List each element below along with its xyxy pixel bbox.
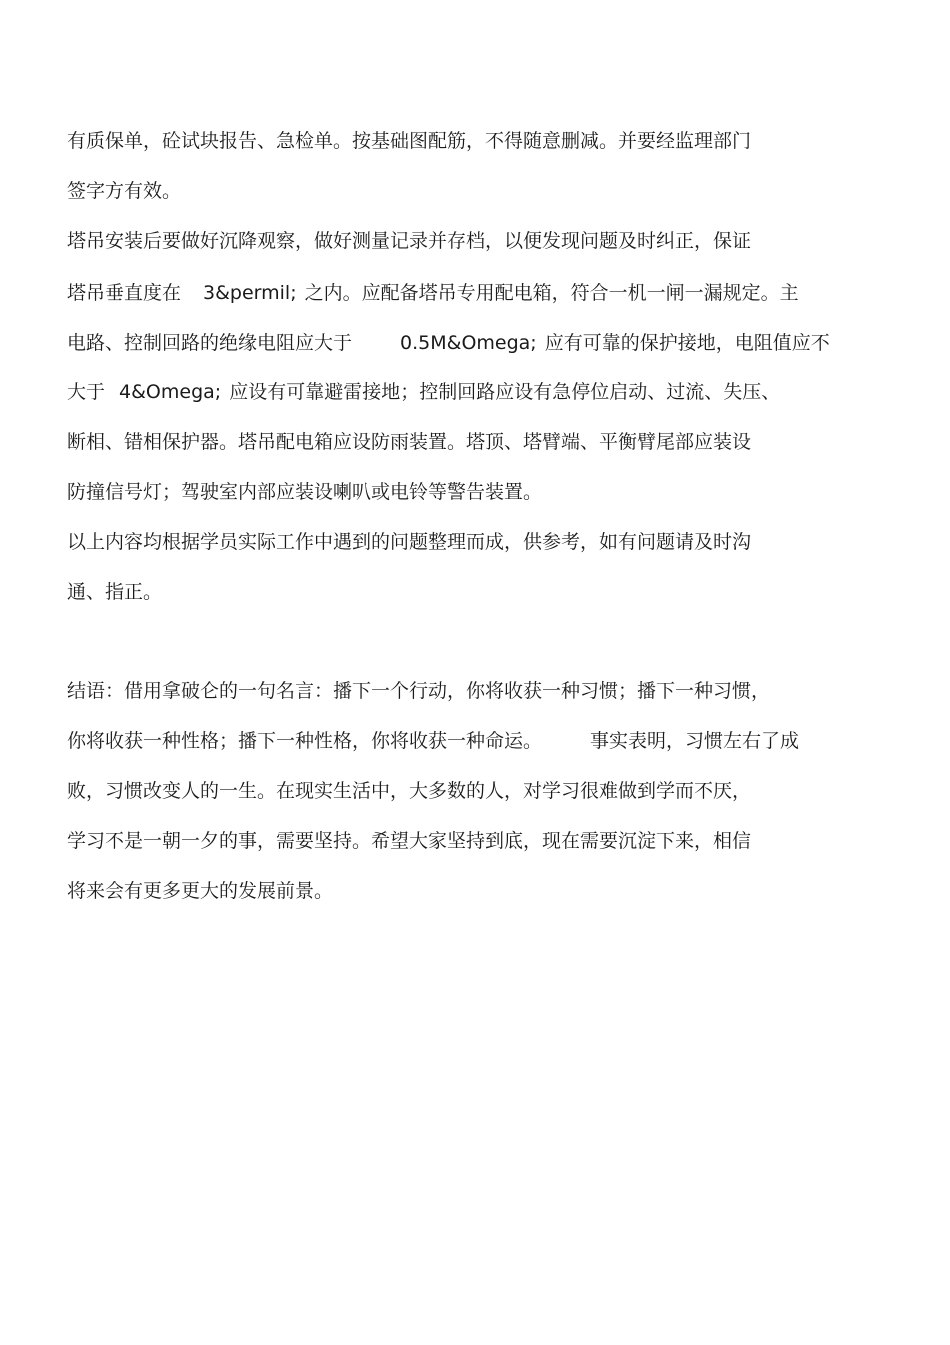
- text-segment: 电路、控制回路的绝缘电阻应大于: [67, 332, 353, 354]
- text-line: [67, 679, 770, 703]
- text-line: [67, 530, 751, 554]
- text-line: [67, 829, 751, 853]
- text-line: [67, 331, 830, 355]
- entity-text: 0.5M&Omega;: [400, 332, 537, 354]
- text-segment: 通、指正。: [67, 581, 163, 603]
- text-segment: 有质保单，砼试块报告、急检单。按基础图配筋，不得随意删减。并要经监理部门: [67, 130, 752, 152]
- entity-text: 3&permil;: [203, 282, 297, 304]
- text-segment: 塔吊垂直度在: [67, 282, 182, 304]
- text-segment: 应有可靠的保护接地，电阻值应不: [544, 332, 830, 354]
- text-line: [67, 480, 542, 504]
- text-segment: 应设有可靠避雷接地；控制回路应设有急停位启动、过流、失压、: [229, 381, 781, 403]
- text-segment: 之内。应配备塔吊专用配电箱，符合一机一闸一漏规定。主: [304, 282, 799, 304]
- entity-text: 4&Omega;: [119, 381, 222, 403]
- text-line: [67, 580, 162, 604]
- text-segment: 事实表明，习惯左右了成: [590, 730, 800, 752]
- text-segment: 将来会有更多更大的发展前景。: [67, 880, 334, 902]
- text-segment: 学习不是一朝一夕的事，需要坚持。希望大家坚持到底，现在需要沉淀下来，相信: [67, 830, 752, 852]
- text-segment: 签字方有效。: [67, 180, 182, 202]
- text-line: [67, 729, 799, 753]
- text-line: [67, 380, 780, 404]
- text-line: [67, 129, 751, 153]
- text-segment: 结语：借用拿破仑的一句名言：播下一个行动，你将收获一种习惯；播下一种习惯，: [67, 680, 771, 702]
- text-segment: 塔吊安装后要做好沉降观察，做好测量记录并存档，以便发现问题及时纠正，保证: [67, 230, 752, 252]
- text-line: [67, 179, 181, 203]
- text-line: [67, 779, 751, 803]
- text-line: [67, 879, 333, 903]
- text-segment: 大于: [67, 381, 106, 403]
- text-segment: 防撞信号灯；驾驶室内部应装设喇叭或电铃等警告装置。: [67, 481, 543, 503]
- text-line: [67, 281, 799, 305]
- text-segment: 断相、错相保护器。塔吊配电箱应设防雨装置。塔顶、塔臂端、平衡臂尾部应装设: [67, 431, 752, 453]
- text-segment: 你将收获一种性格；播下一种性格，你将收获一种命运。: [67, 730, 543, 752]
- text-segment: 败，习惯改变人的一生。在现实生活中，大多数的人，对学习很难做到学而不厌，: [67, 780, 752, 802]
- text-line: [67, 430, 751, 454]
- text-line: [67, 229, 751, 253]
- text-segment: 以上内容均根据学员实际工作中遇到的问题整理而成，供参考，如有问题请及时沟: [67, 531, 752, 553]
